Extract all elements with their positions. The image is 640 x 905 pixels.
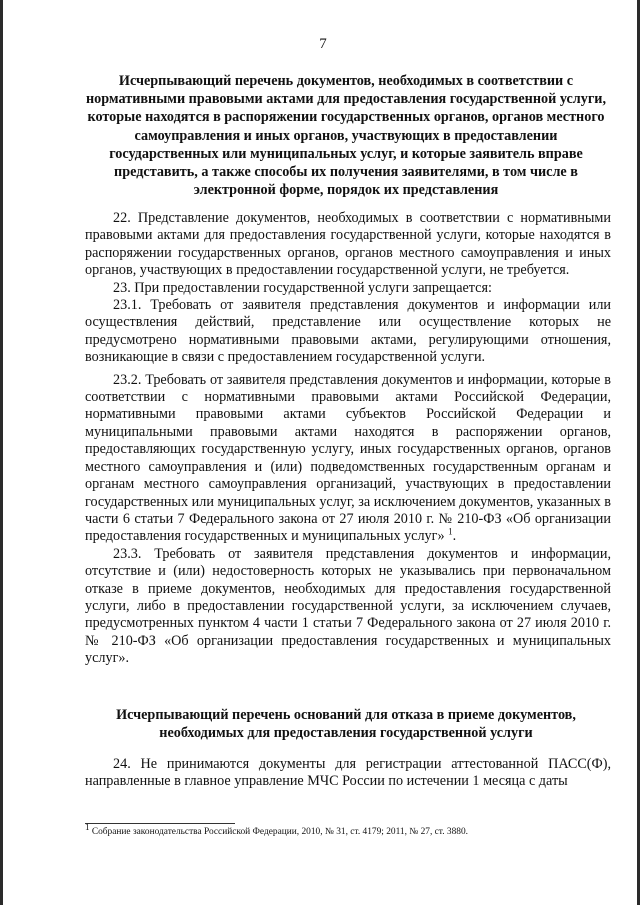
page-number: 7 [319, 36, 327, 52]
footnote-divider [85, 823, 235, 824]
paragraph-24: 24. Не принимаются документы для регистрации аттестованной ПАСС(Ф), направленные в главное управление МЧС России по истечении 1 месяца с даты [85, 756, 611, 790]
paragraph-23-3: 23.3. Требовать от заявителя представления документов и информации, отсутствие и (или) недостоверность которых не указывались при первоначальном отказе в приеме документов, необходимых для предоставления государственной услуги, либо в предоставлении государственной услуги, за исключением случаев, предусмотренных пунктом 4 части 1 статьи 7 Федерального закона от 27 июля 2010 г. № 210-ФЗ «Об организации предоставления государственных и муниципальных услуг». [85, 545, 611, 667]
footnote-marker: 1 [85, 821, 90, 832]
paragraph-22: 22. Представление документов, необходимых в соответствии с нормативными правовыми актами для предоставления государственной услуги, которые находятся в распоряжении государственных органов, органов местного самоуправления и иных органов, участвующих в предоставлении государственной услуги, не требуется. [85, 210, 611, 279]
section-heading-documents: Исчерпывающий перечень документов, необходимых в соответствии с нормативными правовыми актами для предоставления государственной услуги, которые находятся в распоряжении государственных органов, органов местного самоуправления и иных органов, участвующих в предоставлении государственных или муниципальных услуг, и которые заявитель вправе представить, а также способы их получения заявителями, в том числе в электронной форме, порядок их представления [85, 73, 606, 199]
body-text [85, 210, 611, 668]
footnote-reference: 1 [448, 526, 453, 537]
section-heading-refusal-grounds: Исчерпывающий перечень оснований для отказа в приеме документов, необходимых для предоставления государственной услуги [116, 707, 576, 742]
paragraph-23: 23. При предоставлении государственной услуги запрещается: [113, 279, 492, 296]
paragraph-23-2: 23.2. Требовать от заявителя представления документов и информации, которые в соответствии с нормативными правовыми актами Российской Федерации, нормативными правовыми актами субъектов Российской Федерации и муниципальными правовыми актами находятся в распоряжении органов, предоставляющих государственную услугу, иных государственных органов, органов местного самоуправления и (или) подведомственных государственным органам и органам местного самоуправления организаций, участвующих в предоставлении государственных или муниципальных услуг, за исключением документов, указанных в части 6 статьи 7 Федерального закона от 27 июля 2010 г. № 210-ФЗ «Об организации предоставления государственных и муниципальных услуг» $^1$. [85, 371, 611, 545]
paragraph-23-2-text: 23.2. Требовать от заявителя представления документов и информации, которые в соответствии с нормативными правовыми актами Российской Федерации, нормативными правовыми актами субъектов Российской Федерации и муниципальными правовыми актами находятся в распоряжении органов, предоставляющих государственную услугу, иных государственных органов, органов местного самоуправления и (или) подведомственных государственным органам и органам местного самоуправления организаций, участвующих в предоставлении государственных или муниципальных услуг, за исключением документов, указанных в части 6 статьи 7 Федерального закона от 27 июля 2010 г. № 210-ФЗ «Об организации предоставления государственных и муниципальных услуг» [85, 371, 611, 545]
paragraph-23-1: 23.1. Требовать от заявителя представления документов и информации или осуществления действий, представление или осуществление которых не предусмотрено нормативными правовыми актами, регулирующими отношения, возникающие в связи с предоставлением государственной услуги. [85, 297, 611, 366]
footnote [85, 821, 611, 838]
footnote-text: Собрание законодательства Российской Федерации, 2010, № 31, ст. 4179; 2011, № 27, ст. 3880. [91, 827, 468, 837]
body-text-continued [85, 756, 611, 791]
